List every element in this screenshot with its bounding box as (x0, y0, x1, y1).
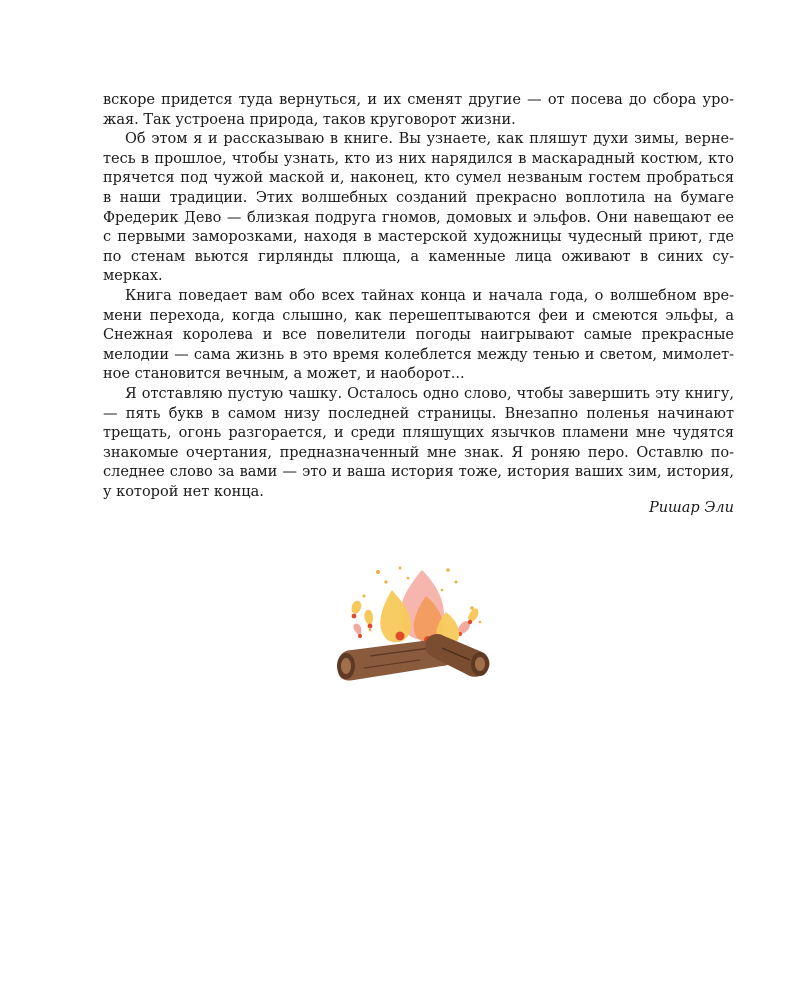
paragraph: Я отставляю пустую чашку. Осталось одно слово, чтобы завершить эту книгу, — пять букв в самом низу последней страницы. Внезапно поленья начинают трещать, огонь разгорается, и среди пляшущих язычков пламени мне чудятся знакомые очертания, предназначенный мне знак. Я роняю перо. Оставлю последнее слово за вами — это и ваша история тоже, история ваших зим, история, у которой нет конца. (103, 385, 734, 500)
body-text (103, 91, 734, 502)
logs (337, 634, 489, 681)
paragraph-continued: вскоре придется туда вернуться, и их сменят другие — от посева до сбора урожая. Так устроена природа, таков круговорот жизни. (103, 92, 734, 128)
campfire-illustration (330, 560, 495, 685)
author-signature: Ришар Эли (648, 500, 734, 516)
paragraph: Об этом я и рассказываю в книге. Вы узнаете, как пляшут духи зимы, вернетесь в прошлое, чтобы узнать, кто из них нарядился в маскарадный костюм, кто прячется под чужой маской и, наконец, кто сумел незваным гостем пробраться в наши традиции. Этих волшебных созданий прекрасно воплотила на бумаге Фредерик Дево — близкая подруга гномов, домовых и эльфов. Они навещают ее с первыми заморозками, находя в мастерской художницы чудесный приют, где по стенам вьются гирлянды плюща, а каменные лица оживают в синих сумерках. (103, 131, 734, 285)
main-flames (380, 570, 459, 646)
paragraph: Книга поведает вам обо всех тайнах конца и начала года, о волшебном времени перехода, когда слышно, как перешептываются феи и смеются эльфы, а Снежная королева и все повелители погоды наигрывают самые прекрасные мелодии — сама жизнь в это время колеблется между тенью и светом, мимолетное становится вечным, а может, и наоборот... (103, 287, 734, 383)
